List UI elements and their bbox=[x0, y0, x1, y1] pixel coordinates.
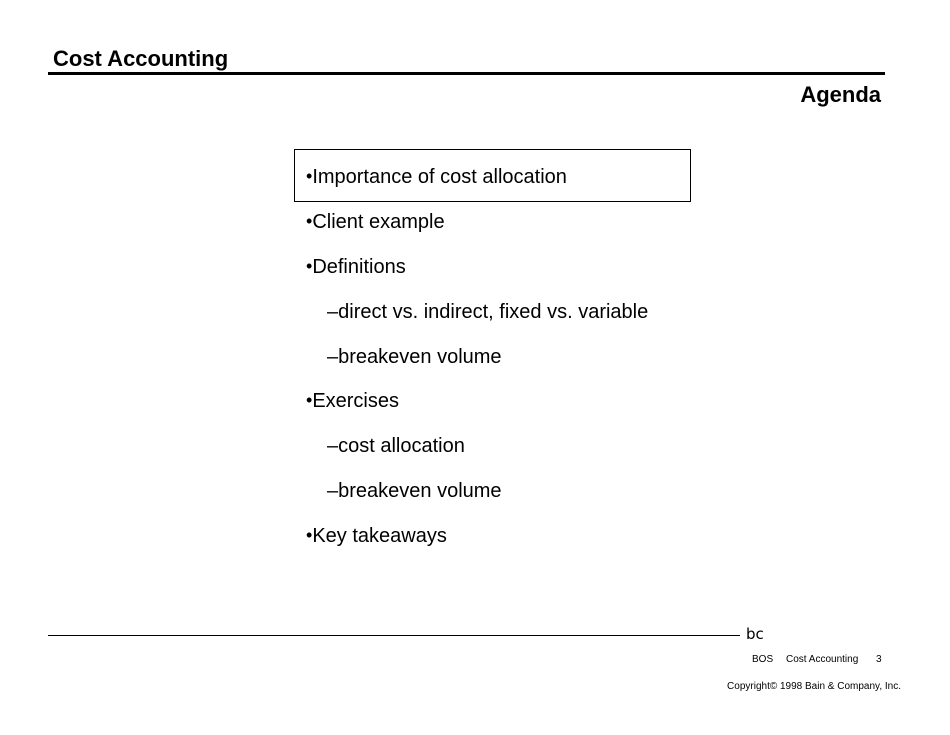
copyright-notice: Copyright© 1998 Bain & Company, Inc. bbox=[727, 681, 901, 692]
page-number: 3 bbox=[876, 654, 882, 665]
section-title: Agenda bbox=[800, 82, 881, 107]
agenda-item-exercises bbox=[306, 389, 399, 413]
bullet-marker: • bbox=[306, 525, 313, 545]
agenda-item-text: Exercises bbox=[312, 390, 400, 412]
agenda-subitem-cost-allocation bbox=[327, 434, 465, 458]
footer-office: BOS bbox=[752, 654, 774, 665]
dash-marker: – bbox=[327, 301, 339, 323]
agenda-item-importance-of-cost-allocation bbox=[306, 165, 567, 189]
agenda-item-key-takeaways bbox=[306, 524, 447, 548]
bullet-marker: • bbox=[306, 390, 313, 410]
dash-marker: – bbox=[327, 480, 339, 502]
bullet-marker: • bbox=[306, 256, 313, 276]
agenda-item-text: Importance of cost allocation bbox=[312, 166, 567, 188]
footer-divider bbox=[48, 635, 740, 636]
header-divider bbox=[48, 72, 885, 75]
page-title: Cost Accounting bbox=[53, 46, 229, 71]
dash-marker: – bbox=[327, 435, 339, 457]
bullet-marker: • bbox=[306, 166, 313, 186]
agenda-item-text: cost allocation bbox=[338, 435, 465, 457]
agenda-item-text: Key takeaways bbox=[312, 525, 447, 547]
agenda-item-text: breakeven volume bbox=[338, 480, 502, 502]
agenda-item-text: direct vs. indirect, fixed vs. variable bbox=[338, 301, 649, 323]
agenda-item-text: Client example bbox=[312, 211, 445, 233]
dash-marker: – bbox=[327, 346, 339, 368]
agenda-subitem-direct-indirect-fixed-variable bbox=[327, 300, 648, 324]
footer-course-name: Cost Accounting bbox=[786, 654, 859, 665]
agenda-subitem-breakeven-volume bbox=[327, 479, 502, 503]
agenda-item-client-example bbox=[306, 210, 445, 234]
agenda-item-text: Definitions bbox=[312, 256, 406, 278]
agenda-item-text: breakeven volume bbox=[338, 346, 502, 368]
agenda-item-definitions bbox=[306, 255, 406, 279]
bullet-marker: • bbox=[306, 211, 313, 231]
agenda-subitem-breakeven-volume bbox=[327, 345, 502, 369]
company-logo-text: bc bbox=[746, 625, 764, 643]
